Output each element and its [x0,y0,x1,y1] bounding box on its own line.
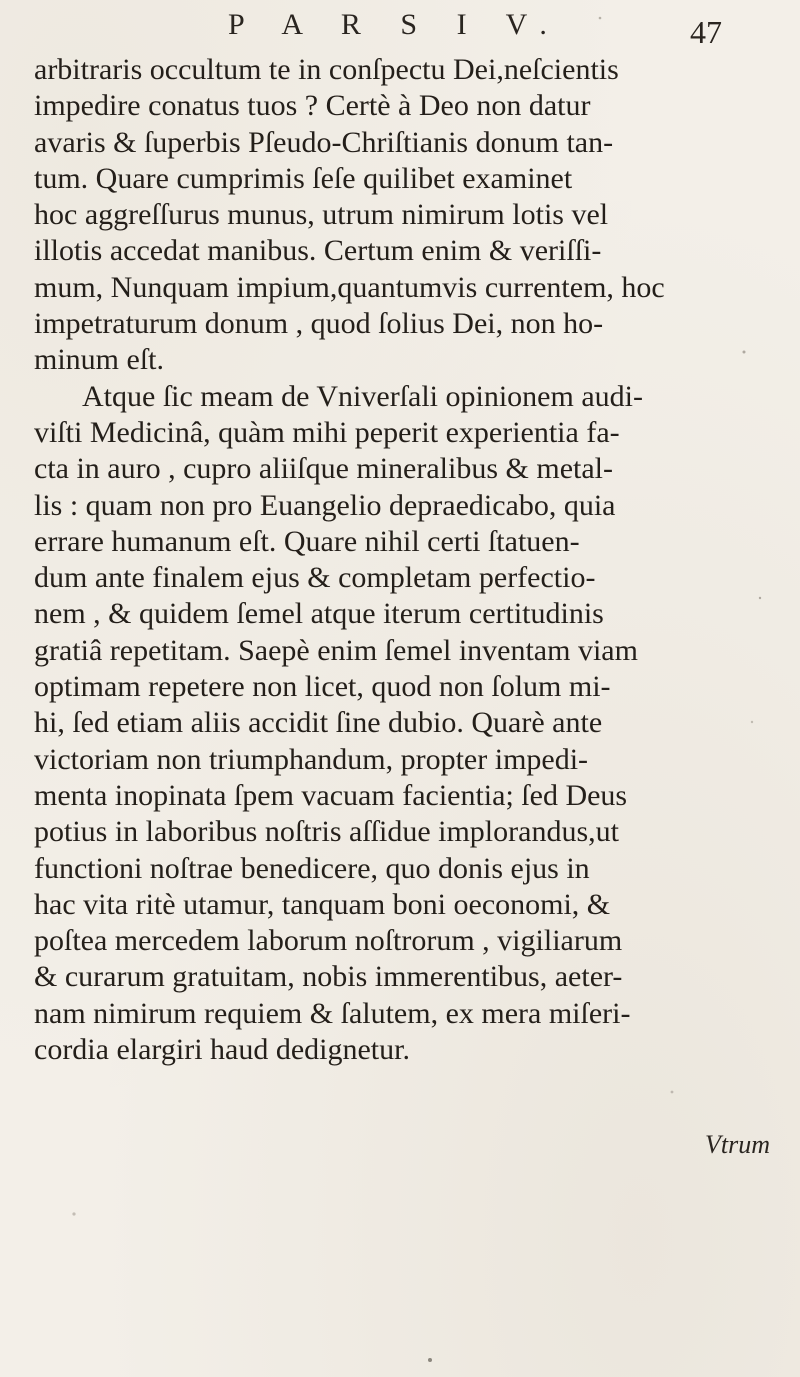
text-line: & curarum gratuitam, nobis immerentibus, aeter- [34,960,623,994]
text-line: hac vita ritè utamur, tanquam boni oeconomi, & [34,887,611,921]
text-line: menta inopinata ſpem vacuam facientia; ſed Deus [34,778,628,812]
catchword: Vtrum [705,1130,770,1159]
text-line: impedire conatus tuos ? Certè à Deo non datur [34,89,591,123]
text-line: dum ante finalem ejus & completam perfectio- [34,561,596,595]
text-line: hi, ſed etiam aliis accidit ſine dubio. Quarè ante [34,706,603,740]
page-header [0,8,800,52]
page-number: 47 [690,14,722,50]
text-line: gratiâ repetitam. Saepè enim ſemel inventam viam [34,633,638,667]
text-line: nam nimirum requiem & ſalutem, ex mera miſeri- [34,996,631,1030]
text-line: lis : quam non pro Euangelio depraedicabo, quia [34,488,616,522]
body-text [34,52,786,1068]
text-line: cta in auro , cupro aliiſque mineralibus & metal- [34,452,613,486]
paragraph-start-line: Atque ſic meam de Vniverſali opinionem audi- [82,379,643,413]
text-line: avaris & ſuperbis Pſeudo-Chriſtianis donum tan- [34,125,614,159]
text-line: poſtea mercedem laborum noſtrorum , vigiliarum [34,924,623,958]
text-line: minum eſt. [34,343,164,377]
text-line: hoc aggreſſurus munus, utrum nimirum lotis vel [34,198,609,232]
text-line: nem , & quidem ſemel atque iterum certitudinis [34,597,604,631]
text-line: functioni noſtrae benedicere, quo donis ejus in [34,851,590,885]
text-line: optimam repetere non licet, quod non ſolum mi- [34,670,611,704]
text-line: mum, Nunquam impium,quantumvis currentem, hoc [34,270,665,304]
text-line: errare humanum eſt. Quare nihil certi ſtatuen- [34,524,580,558]
text-line: tum. Quare cumprimis ſeſe quilibet examinet [34,161,573,195]
text-line: arbitraris occultum te in conſpectu Dei,neſcientis [34,53,619,86]
text-line: illotis accedat manibus. Certum enim & veriſſi- [34,234,602,268]
text-line: viſti Medicinâ, quàm mihi peperit experientia fa- [34,415,620,449]
running-head: P A R S I V. [228,8,563,41]
text-line: cordia elargiri haud dedignetur. [34,1033,410,1067]
text-line: impetraturum donum , quod ſolius Dei, non ho- [34,307,604,341]
text-line: potius in laboribus noſtris aſſidue implorandus,ut [34,815,619,849]
text-line: victoriam non triumphandum, propter impedi- [34,742,589,776]
